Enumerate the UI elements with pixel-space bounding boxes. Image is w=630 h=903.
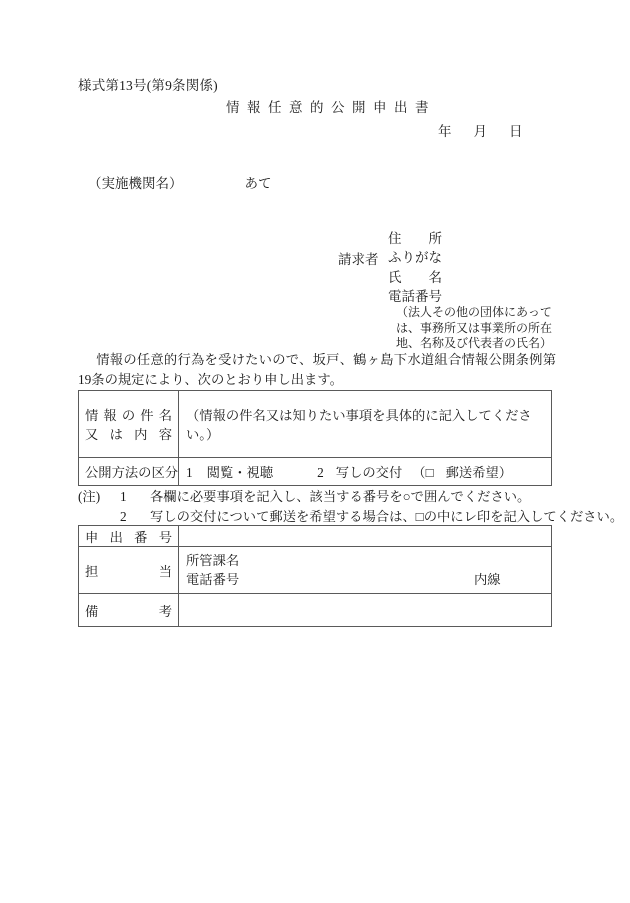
- subject-input-cell[interactable]: [179, 391, 552, 458]
- note-2-number: 2: [120, 508, 127, 524]
- remarks-input-cell[interactable]: [179, 594, 552, 627]
- table-row-method: [79, 458, 552, 486]
- office-use-table: [78, 525, 552, 627]
- requester-fields: [388, 229, 442, 306]
- subject-label-line-2: 又は内容: [85, 427, 172, 442]
- requester-label: 請求者: [338, 252, 379, 267]
- note-1-number: 1: [120, 489, 127, 504]
- mail-request-label: 郵送希望）: [445, 465, 513, 480]
- corporate-note-line-1: （法人その他の団体にあって: [396, 305, 552, 319]
- corporate-note-line-3: 地、名称及び代表者の氏名）: [396, 336, 553, 351]
- request-details-table: [78, 390, 552, 486]
- note-2-text: 写しの交付について郵送を希望する場合は、□の中にレ印を記入してください。: [150, 508, 624, 524]
- addressee-line: [88, 172, 272, 192]
- remarks-label-cell: [79, 594, 179, 627]
- method-option-1-number[interactable]: 1: [186, 465, 193, 480]
- note-1-text: 各欄に必要事項を記入し、該当する番号を○で囲んでください。: [150, 489, 531, 504]
- requester-name-label: 氏 名: [388, 269, 442, 285]
- method-option-2-label[interactable]: 写しの交付: [335, 465, 403, 480]
- mail-checkbox[interactable]: （□: [412, 465, 434, 480]
- corporate-note: [396, 305, 552, 352]
- form-code: 様式第13号(第9条関係): [78, 78, 218, 93]
- addressee-label: （実施機関名）: [88, 176, 183, 191]
- charge-phone-label: 電話番号: [186, 572, 240, 587]
- addressee-suffix: あて: [244, 176, 272, 191]
- charge-details: [186, 551, 544, 589]
- extension-label: 内線: [474, 572, 501, 587]
- requester-address-label: 住 所: [388, 231, 442, 246]
- subject-placeholder: （情報の件名又は知りたい事項を具体的に記入してください。）: [186, 408, 532, 442]
- remarks-label: 備 考: [85, 603, 172, 619]
- charge-details-cell[interactable]: [179, 547, 552, 594]
- subject-label-line-1: 情報の件名: [85, 408, 172, 423]
- table-row-charge: [79, 547, 552, 594]
- note-item-1: [78, 487, 623, 507]
- method-label-cell: [79, 458, 179, 486]
- body-paragraph: [78, 350, 556, 390]
- requester-phone-label: 電話番号: [388, 288, 442, 304]
- form-notes: [78, 487, 623, 526]
- method-option-1-label[interactable]: 閲覧・視聴: [206, 465, 274, 480]
- method-options-cell: [179, 458, 552, 486]
- method-options: [186, 465, 512, 480]
- application-number-input-cell[interactable]: [179, 526, 552, 547]
- method-label: 公開方法の区分: [85, 465, 179, 480]
- table-row-subject: [79, 391, 552, 458]
- application-number-label-cell: [79, 526, 179, 547]
- table-row-application-number: [79, 526, 552, 547]
- document-title: 情報任意的公開申出書: [226, 100, 436, 115]
- section-name-label: 所管課名: [186, 553, 240, 568]
- charge-label-cell: [79, 547, 179, 594]
- charge-label: 担 当: [85, 563, 172, 579]
- table-row-remarks: [79, 594, 552, 627]
- notes-heading: (注): [78, 489, 101, 504]
- corporate-note-line-2: は、事務所又は事業所の所在: [396, 320, 553, 335]
- date-line: 年月日: [438, 124, 545, 139]
- paragraph-text: 情報の任意的行為を受けたいので、坂戸、鶴ヶ島下水道組合情報公開条例第19条の規定により、次のとおり申し出ます。: [78, 352, 556, 387]
- method-option-2-number[interactable]: 2: [317, 465, 324, 480]
- application-number-label: 申出番号: [85, 529, 172, 545]
- note-item-2: [78, 507, 623, 527]
- requester-furigana-label: ふりがな: [388, 250, 442, 266]
- subject-label-cell: [79, 391, 179, 458]
